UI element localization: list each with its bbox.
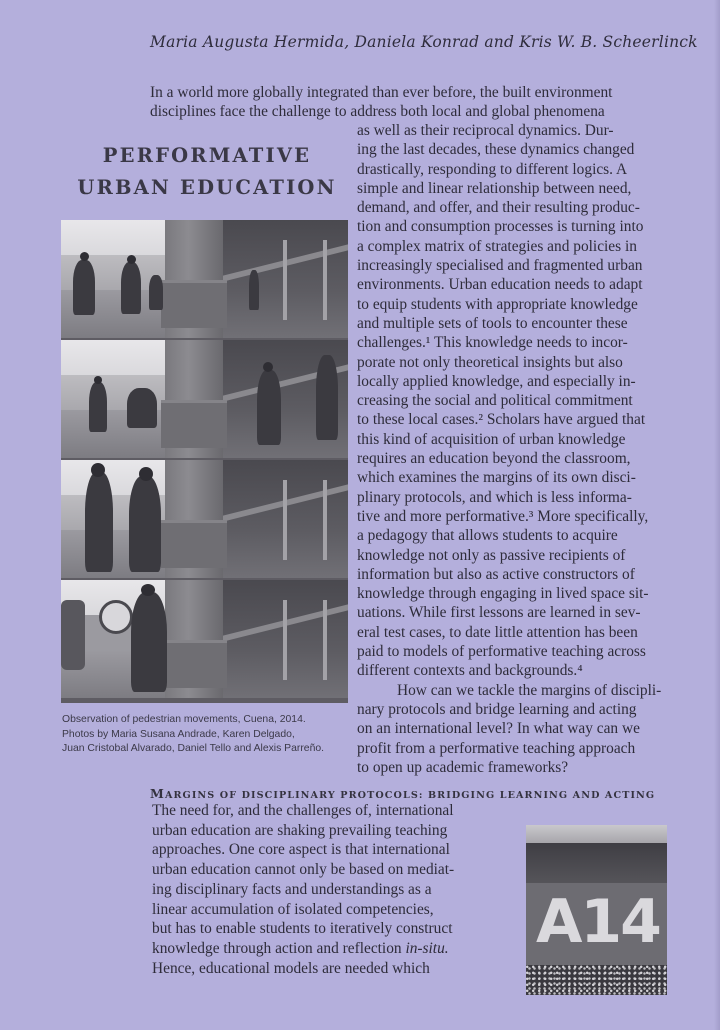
- text-line: eral test cases, to date little attention has been: [357, 623, 638, 641]
- text-line: tive and more performative.³ More specifically,: [357, 507, 649, 525]
- painted-text: A14: [536, 887, 660, 957]
- text-line: uations. While first lessons are learned in sev-: [357, 604, 641, 622]
- text-line: approaches. One core aspect is that international: [152, 841, 450, 859]
- text-segment: knowledge through action and reflection: [152, 939, 406, 957]
- text-line: linear accumulation of isolated competencies,: [152, 900, 434, 918]
- main-text-column: [357, 121, 692, 777]
- text-line: profit from a performative teaching approach: [357, 739, 636, 757]
- text-line: to open up academic frameworks?: [357, 758, 569, 776]
- authors-line: Maria Augusta Hermida, Daniela Konrad and Kris W. B. Scheerlinck: [150, 33, 698, 51]
- text-line: on an international level? In what way can we: [357, 720, 640, 738]
- text-line: locally applied knowledge, and especially in-: [357, 372, 636, 390]
- text-line: porate not only theoretical insights but also: [357, 353, 623, 371]
- text-line: [152, 939, 497, 959]
- text-line: knowledge through engaging in lived space sit-: [357, 585, 649, 603]
- text-line: challenges.¹ This knowledge needs to incor-: [357, 334, 628, 352]
- text-line: different contexts and backgrounds.⁴: [357, 662, 583, 680]
- text-line: urban education cannot only be based on mediat-: [152, 861, 455, 879]
- intro-paragraph: [150, 83, 690, 122]
- title-line: PERFORMATIVE: [102, 144, 312, 167]
- photo-frame-1: [61, 220, 348, 338]
- text-line: information but also as active constructors of: [357, 565, 635, 583]
- photo-frame-2: [61, 340, 348, 458]
- text-line: plinary protocols, and which is less informa-: [357, 488, 632, 506]
- caption-line: Observation of pedestrian movements, Cuena, 2014.: [62, 714, 306, 725]
- text-line: creasing the social and political commitment: [357, 392, 633, 410]
- text-line: requires an education beyond the classroom,: [357, 450, 631, 468]
- text-line: demand, and offer, and their resulting produc-: [357, 199, 640, 217]
- section-heading-rest: ARGINS OF DISCIPLINARY PROTOCOLS: BRIDGING LEARNING AND ACTING: [164, 790, 656, 801]
- text-line: knowledge not only as passive recipients of: [357, 546, 626, 564]
- caption-line: Juan Cristobal Alvarado, Daniel Tello and Alexis Parreño.: [62, 743, 325, 755]
- text-line: but has to enable students to iteratively construct: [152, 920, 453, 938]
- text-line: paid to models of performative teaching across: [357, 643, 646, 661]
- text-line: a pedagogy that allows students to acquire: [357, 527, 618, 545]
- text-line: and multiple sets of tools to encounter these: [357, 314, 628, 332]
- title-line: URBAN EDUCATION: [77, 176, 337, 199]
- text-line: urban education are shaking prevailing teaching: [152, 821, 448, 839]
- text-line: environments. Urban education needs to adapt: [357, 276, 643, 294]
- text-line: ing the last decades, these dynamics changed: [357, 141, 635, 159]
- text-line: The need for, and the challenges of, international: [152, 802, 454, 819]
- text-line: a complex matrix of strategies and policies in: [357, 237, 637, 255]
- text-line: which examines the margins of its own disci-: [357, 469, 636, 487]
- text-line: to these local cases.² Scholars have argued that: [357, 411, 646, 429]
- text-line: to equip students with appropriate knowledge: [357, 295, 638, 313]
- section-body: [152, 801, 497, 978]
- text-line: tion and consumption processes is turning into: [357, 218, 644, 236]
- article-title: [62, 140, 352, 204]
- text-line: increasingly specialised and fragmented urban: [357, 257, 643, 275]
- italic-term: in-situ.: [405, 939, 449, 957]
- text-line: drastically, responding to different logics. A: [357, 160, 628, 178]
- intro-line: disciplines face the challenge to address both local and global phenomena: [150, 103, 605, 121]
- text-line: simple and linear relationship between need,: [357, 179, 632, 197]
- intro-line: In a world more globally integrated than ever before, the built environment: [150, 84, 613, 101]
- text-line: this kind of acquisition of urban knowledge: [357, 430, 626, 448]
- photo-frame-3: [61, 460, 348, 578]
- text-line: nary protocols and bridge learning and acting: [357, 700, 637, 718]
- pedestrian-photo-collage: [61, 220, 348, 703]
- text-line: ing disciplinary facts and understandings as a: [152, 880, 432, 898]
- figure-caption: [62, 713, 362, 757]
- text-line: as well as their reciprocal dynamics. Dur-: [357, 122, 614, 139]
- painted-number-photo: [526, 825, 667, 995]
- section-heading-initial: M: [150, 786, 165, 801]
- section-heading: [150, 786, 655, 801]
- text-line: Hence, educational models are needed which: [152, 959, 430, 977]
- text-line: How can we tackle the margins of discipli-: [397, 681, 662, 699]
- caption-line: Photos by Maria Susana Andrade, Karen Delgado,: [62, 728, 295, 740]
- photo-frame-4: [61, 580, 348, 698]
